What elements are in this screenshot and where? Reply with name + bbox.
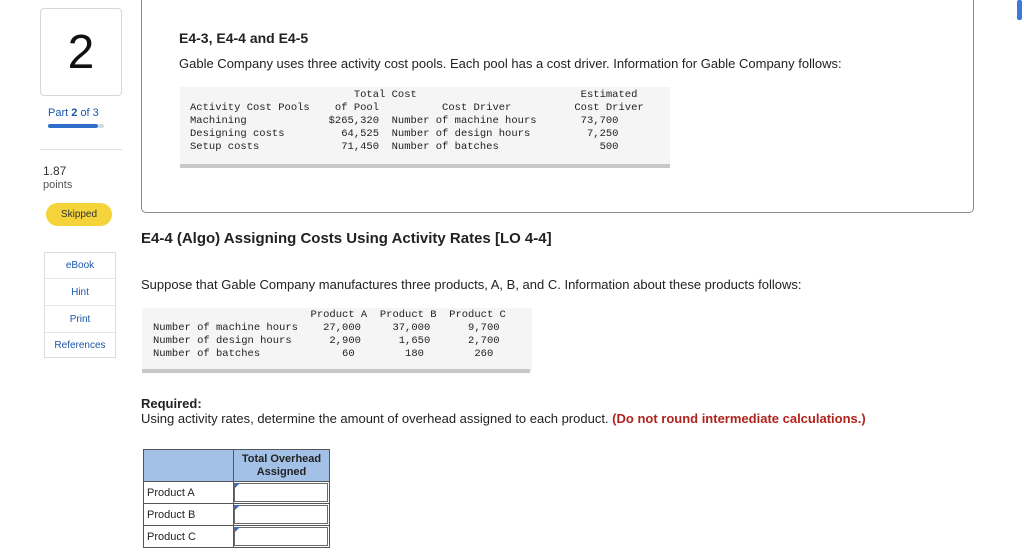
- question-number: 2: [40, 8, 122, 96]
- question-title: E4-4 (Algo) Assigning Costs Using Activity Rates [LO 4-4]: [141, 230, 552, 247]
- table-rule: [142, 369, 530, 373]
- intro-title: E4-3, E4-4 and E4-5: [179, 30, 309, 46]
- table-row: [144, 504, 330, 526]
- input-marker-icon: [235, 483, 240, 488]
- hint-link[interactable]: Hint: [45, 279, 115, 306]
- product-c-overhead-input[interactable]: [234, 527, 328, 546]
- row-label-product-a: Product A: [144, 482, 234, 504]
- print-link[interactable]: Print: [45, 306, 115, 333]
- question-text: Suppose that Gable Company manufactures three products, A, B, and C. Information about these products follows:: [141, 277, 802, 292]
- cost-pools-header-1: Total Cost Estimated: [190, 89, 638, 101]
- answer-header-blank: [144, 450, 234, 482]
- table-row: [144, 526, 330, 548]
- input-marker-icon: [235, 527, 240, 532]
- answer-header-line1: Total Overhead: [241, 452, 322, 465]
- table-row: [144, 482, 330, 504]
- ebook-link[interactable]: eBook: [45, 253, 115, 279]
- part-progress-bar: [48, 124, 98, 128]
- part-current: 2: [71, 107, 78, 119]
- row-label-product-b: Product B: [144, 504, 234, 526]
- products-row: Number of machine hours 27,000 37,000 9,700: [153, 322, 500, 334]
- scrollbar-thumb[interactable]: [1017, 0, 1022, 20]
- required-instruction: Using activity rates, determine the amount of overhead assigned to each product.: [141, 411, 609, 426]
- tools-menu: [44, 252, 116, 358]
- divider: [40, 149, 122, 150]
- part-prefix: Part: [48, 107, 69, 119]
- products-row: Number of design hours 2,900 1,650 2,700: [153, 335, 500, 347]
- intro-text: Gable Company uses three activity cost pools. Each pool has a cost driver. Information for Gable Company follows:: [179, 56, 842, 71]
- product-b-overhead-input[interactable]: [234, 505, 328, 524]
- cost-pools-row: Setup costs 71,450 Number of batches 500: [190, 141, 619, 153]
- points-value: 1.87: [43, 164, 67, 178]
- answer-table: [143, 449, 330, 548]
- answer-header-line2: Assigned: [256, 465, 307, 478]
- references-link[interactable]: References: [54, 339, 106, 351]
- status-badge: Skipped: [46, 203, 112, 226]
- cost-pools-row: Designing costs 64,525 Number of design hours 7,250: [190, 128, 619, 140]
- answer-cell-product-c: [234, 526, 330, 548]
- row-label-product-c: Product C: [144, 526, 234, 548]
- input-marker-icon: [235, 505, 240, 510]
- part-progress-remaining: [98, 124, 104, 128]
- answer-cell-product-a: [234, 482, 330, 504]
- products-header: Product A Product B Product C: [153, 309, 506, 321]
- answer-cell-product-b: [234, 504, 330, 526]
- products-row: Number of batches 60 180 260: [153, 348, 494, 360]
- product-a-overhead-input[interactable]: [234, 483, 328, 502]
- cost-pools-header-2: Activity Cost Pools of Pool Cost Driver Cost Driver: [190, 102, 644, 114]
- part-of: of 3: [80, 107, 99, 119]
- answer-header: [234, 450, 330, 482]
- cost-pools-row: Machining $265,320 Number of machine hours 73,700: [190, 115, 619, 127]
- required-text: [141, 411, 866, 426]
- table-rule: [180, 164, 670, 168]
- part-indicator: [48, 107, 99, 119]
- points-label: points: [43, 179, 73, 191]
- required-heading: Required:: [141, 396, 202, 411]
- rounding-warning: (Do not round intermediate calculations.): [612, 411, 866, 426]
